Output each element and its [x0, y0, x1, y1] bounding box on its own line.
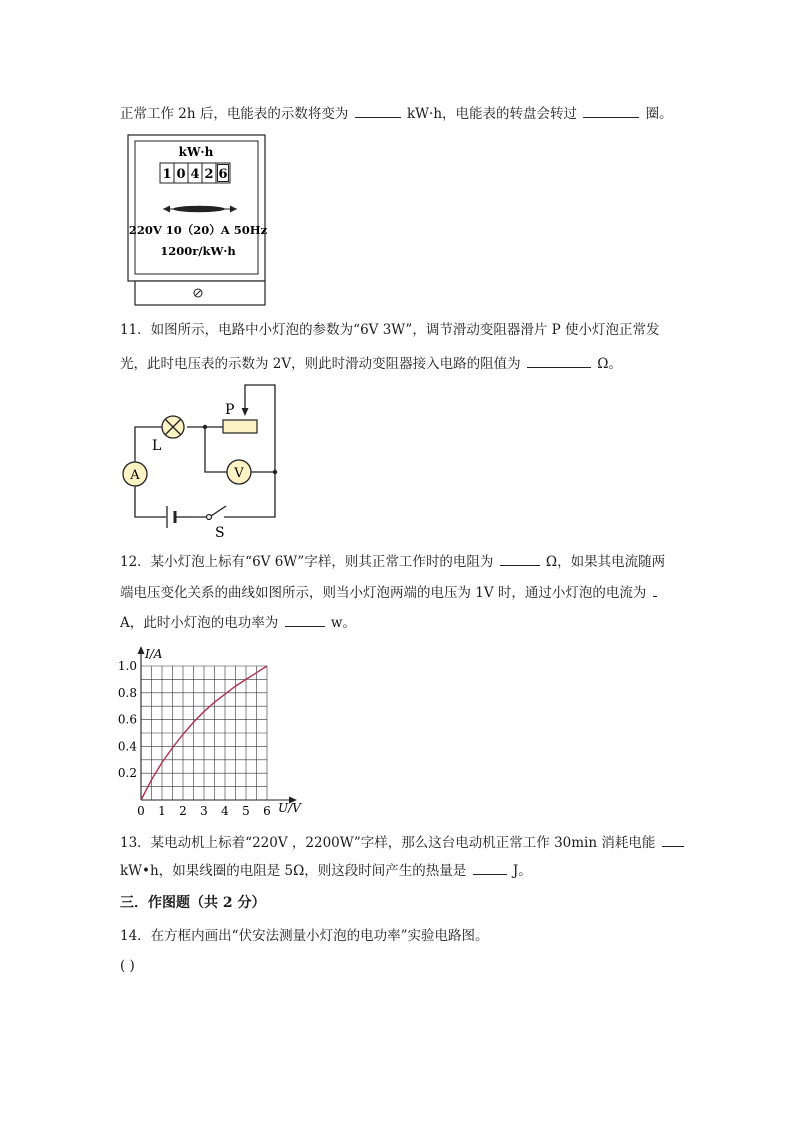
lamp-label: L — [152, 438, 162, 454]
q12-text-b: Ω，如果其电流随两 — [545, 554, 666, 570]
q14-line-1: 14．在方框内画出“伏安法测量小灯泡的电功率”实验电路图。 — [120, 928, 489, 944]
meter-digit: 4 — [190, 167, 200, 182]
q10-line — [120, 103, 673, 124]
slider-label: P — [225, 402, 235, 418]
answer-blank[interactable] — [285, 612, 325, 627]
q14-answer-bracket[interactable]: ( ) — [120, 958, 135, 974]
q11-line-1: 11．如图所示，电路中小灯泡的参数为“6V 3W”，调节滑动变阻器滑片 P 使小灯泡正常发 — [120, 322, 660, 338]
q11-line-2 — [120, 353, 622, 374]
y-tick-label: 0.2 — [117, 766, 137, 781]
electric-meter-figure — [125, 133, 270, 308]
rheostat — [223, 420, 257, 433]
q13-text-c: J。 — [512, 863, 532, 879]
y-axis-arrow-icon — [138, 646, 145, 654]
voltmeter-label: V — [234, 466, 244, 481]
meter-rate: 1200r/kW·h — [160, 244, 236, 258]
meter-specs: 220V 10（20）A 50Hz — [128, 223, 268, 237]
q12-text-e: w。 — [330, 615, 356, 631]
q13-text-b: kW•h，如果线圈的电阻是 5Ω，则这段时间产生的热量是 — [120, 863, 467, 879]
meter-unit: kW·h — [178, 145, 214, 159]
q12-text-d: A，此时小灯泡的电功率为 — [120, 615, 279, 631]
q10-text-b: kW·h，电能表的转盘会转过 — [406, 106, 578, 122]
y-tick-label: 0.8 — [117, 685, 137, 700]
meter-digit: 1 — [162, 167, 172, 182]
q12-line-2 — [120, 582, 659, 603]
x-tick-label: 3 — [200, 804, 208, 818]
x-tick-label: 2 — [179, 804, 187, 818]
lamp-icon — [162, 416, 184, 438]
q12-line-1 — [120, 551, 665, 572]
q11-text-b: Ω。 — [597, 356, 622, 372]
battery-icon — [167, 506, 185, 528]
x-tick-label: 6 — [263, 804, 271, 818]
y-tick-label: 0.4 — [117, 739, 137, 754]
y-tick-label: 1.0 — [117, 659, 137, 673]
meter-digit: 0 — [176, 167, 186, 182]
q13-text-a: 13．某电动机上标着“220V ，2200W”字样，那么这台电动机正常工作 30min 消耗电能 — [120, 835, 656, 851]
answer-blank[interactable] — [527, 353, 591, 368]
x-tick-label: 1 — [158, 804, 166, 818]
section-heading: 三．作图题（共 2 分） — [120, 895, 266, 911]
ammeter-label: A — [130, 468, 140, 483]
x-tick-label: 4 — [221, 804, 229, 818]
q13-line-2 — [120, 860, 532, 881]
answer-blank[interactable] — [473, 860, 507, 875]
meter-digit: 2 — [204, 167, 214, 182]
q12-text-a: 12．某小灯泡上标有“6V 6W”字样，则其正常工作时的电阻为 — [120, 554, 494, 570]
answer-blank[interactable] — [500, 551, 540, 566]
answer-blank[interactable] — [653, 582, 657, 597]
x-tick-label: 0 — [137, 804, 145, 818]
circuit-diagram — [115, 380, 285, 540]
q13-line-1 — [120, 832, 686, 853]
y-tick-label: 0.6 — [117, 712, 137, 727]
q11-text-a: 光，此时电压表的示数为 2V，则此时滑动变阻器接入电路的阻值为 — [120, 356, 521, 372]
q12-line-3 — [120, 612, 356, 633]
x-tick-label: 5 — [242, 804, 250, 818]
q12-text-c: 端电压变化关系的曲线如图所示，则当小灯泡两端的电压为 1V 时，通过小灯泡的电流为 — [120, 585, 647, 601]
q10-text-c: 圈。 — [645, 106, 673, 122]
y-axis-label: I/A — [145, 647, 163, 661]
switch-label: S — [215, 525, 225, 540]
switch-icon — [207, 506, 227, 520]
answer-blank[interactable] — [662, 832, 684, 847]
meter-digit: 6 — [218, 167, 228, 182]
q10-text-a: 正常工作 2h 后，电能表的示数将变为 — [120, 106, 349, 122]
answer-blank[interactable] — [583, 103, 639, 118]
x-axis-label: U/V — [278, 801, 301, 815]
answer-blank[interactable] — [355, 103, 401, 118]
meter-digit-boxes — [160, 163, 230, 183]
iu-curve-chart — [112, 642, 312, 820]
